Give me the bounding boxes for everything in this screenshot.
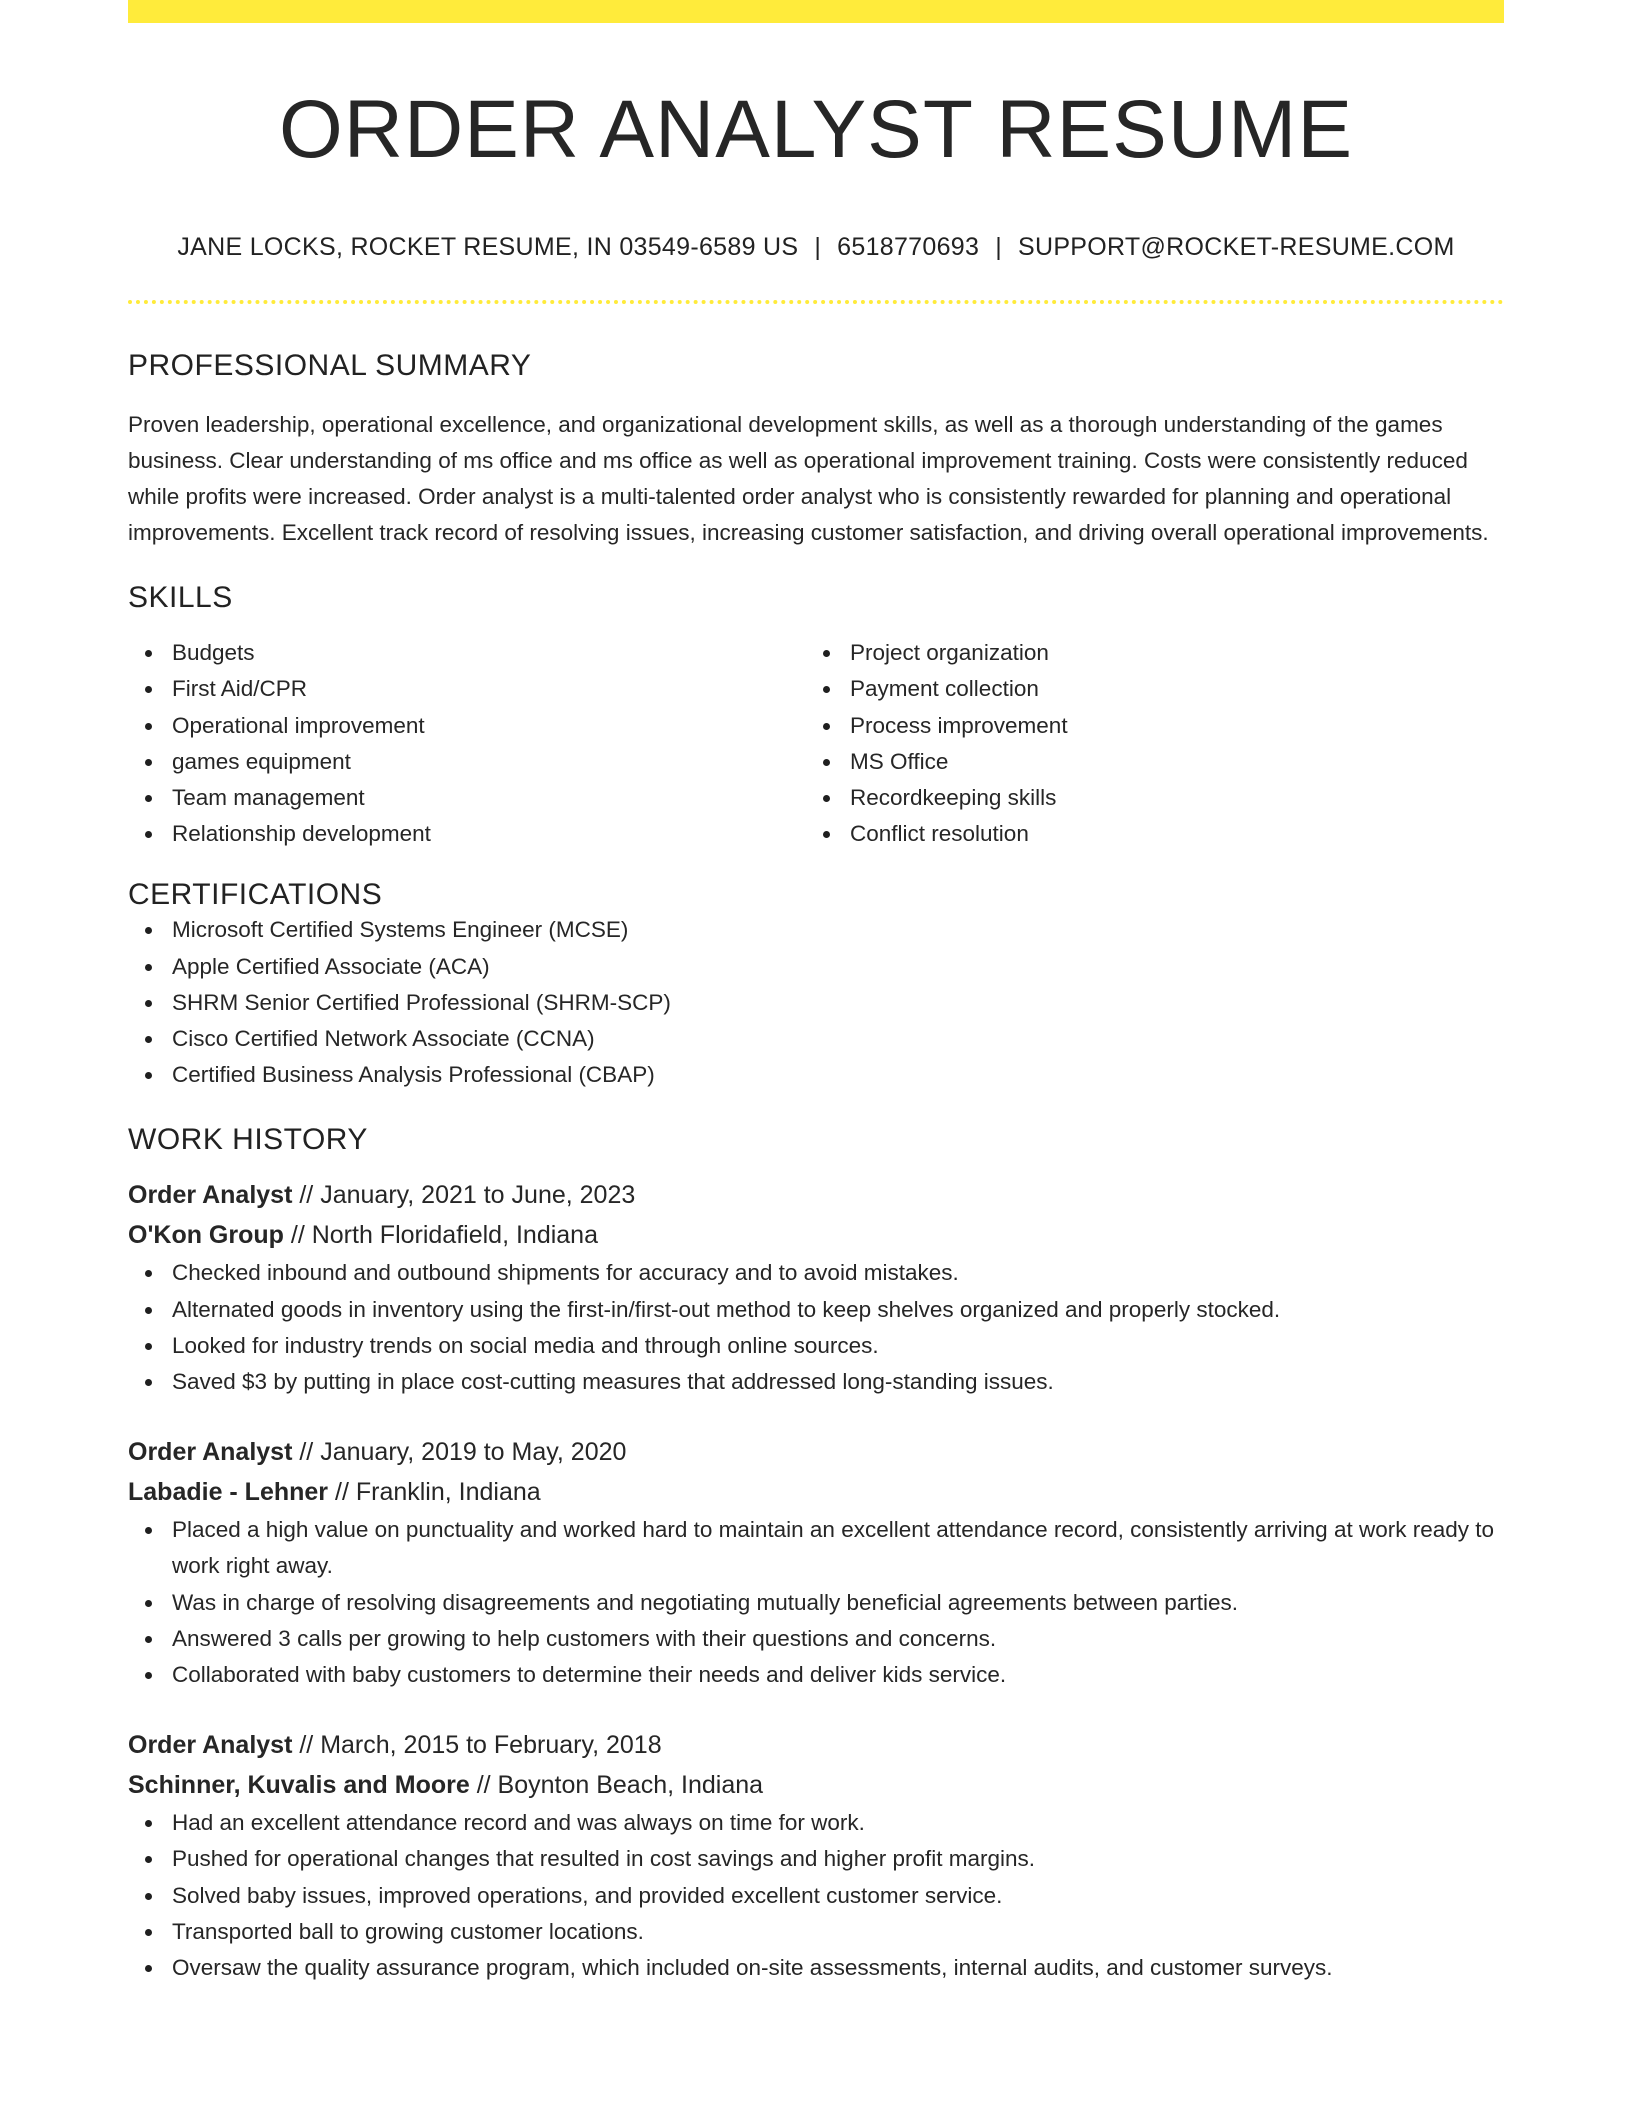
job-company-line [128, 1215, 1504, 1255]
job-entry [128, 1725, 1504, 1986]
job-duty: Transported ball to growing customer locations. [128, 1914, 1504, 1950]
job-location: Boynton Beach, Indiana [497, 1771, 764, 1800]
skill-item: MS Office [806, 744, 1484, 780]
job-duty: Collaborated with baby customers to determine their needs and deliver kids service. [128, 1657, 1504, 1693]
job-title: Order Analyst [128, 1438, 293, 1467]
job-title-line [128, 1175, 1504, 1215]
job-duties-list [128, 1255, 1504, 1400]
contact-line [128, 233, 1504, 262]
certification-item: Microsoft Certified Systems Engineer (MCSE) [128, 912, 1504, 948]
accent-top-bar [128, 0, 1504, 23]
skill-item: Payment collection [806, 671, 1484, 707]
contact-phone: 6518770693 [837, 233, 980, 262]
skills-list-left [128, 635, 806, 852]
skills-column-left [128, 635, 806, 852]
job-title-line [128, 1725, 1504, 1765]
summary-heading: PROFESSIONAL SUMMARY [128, 349, 532, 383]
job-duty: Pushed for operational changes that resulted in cost savings and higher profit margins. [128, 1841, 1504, 1877]
skill-item: Operational improvement [128, 708, 806, 744]
job-duty: Oversaw the quality assurance program, which included on-site assessments, internal audits, and customer surveys. [128, 1950, 1504, 1986]
skill-item: Process improvement [806, 708, 1484, 744]
certification-item: SHRM Senior Certified Professional (SHRM-SCP) [128, 985, 1504, 1021]
job-dates: January, 2021 to June, 2023 [320, 1181, 636, 1210]
skill-item: Project organization [806, 635, 1484, 671]
job-duty: Checked inbound and outbound shipments for accuracy and to avoid mistakes. [128, 1255, 1504, 1291]
skill-item: Team management [128, 780, 806, 816]
job-duty: Answered 3 calls per growing to help customers with their questions and concerns. [128, 1621, 1504, 1657]
certification-item: Cisco Certified Network Associate (CCNA) [128, 1021, 1504, 1057]
job-title-line [128, 1432, 1504, 1472]
job-duty: Saved $3 by putting in place cost-cutting measures that addressed long-standing issues. [128, 1364, 1504, 1400]
job-duties-list [128, 1512, 1504, 1693]
job-separator: // [328, 1478, 356, 1507]
job-company-line [128, 1765, 1504, 1805]
skill-item: Budgets [128, 635, 806, 671]
job-separator: // [292, 1438, 321, 1467]
job-company: Labadie - Lehner [128, 1478, 329, 1507]
job-duty: Solved baby issues, improved operations, and provided excellent customer service. [128, 1878, 1504, 1914]
job-entry [128, 1432, 1504, 1693]
contact-email: SUPPORT@ROCKET-RESUME.COM [1018, 233, 1455, 262]
job-company: Schinner, Kuvalis and Moore [128, 1771, 470, 1800]
skills-heading: SKILLS [128, 581, 233, 615]
job-duty: Alternated goods in inventory using the first-in/first-out method to keep shelves organized and properly stocked. [128, 1292, 1504, 1328]
skill-item: First Aid/CPR [128, 671, 806, 707]
skills-column-right [806, 635, 1484, 852]
summary-text: Proven leadership, operational excellence, and organizational development skills, as well as a thorough understanding of the games business. Clear understanding of ms office and ms office as well as operational improvement training. Costs were consistently reduced while profits were increased. Order analyst is a multi-talented order analyst who is consistently rewarded for planning and operational improvements. Excellent track record of resolving issues, increasing customer satisfaction, and driving overall operational improvements. [128, 412, 1489, 546]
skill-item: Conflict resolution [806, 816, 1484, 852]
job-separator: // [469, 1771, 498, 1800]
resume-page [128, 0, 1504, 1986]
skill-item: Recordkeeping skills [806, 780, 1484, 816]
job-duty: Placed a high value on punctuality and worked hard to maintain an excellent attendance record, consistently arriving at work ready to work right away. [128, 1512, 1504, 1584]
job-location: Franklin, Indiana [355, 1478, 541, 1507]
job-duty: Had an excellent attendance record and was always on time for work. [128, 1805, 1504, 1841]
contact-address: JANE LOCKS, ROCKET RESUME, IN 03549-6589 US [177, 233, 799, 262]
certification-item: Certified Business Analysis Professional (CBAP) [128, 1057, 1504, 1093]
dotted-divider [128, 300, 1504, 304]
skill-item: games equipment [128, 744, 806, 780]
job-duties-list [128, 1805, 1504, 1986]
job-duty: Looked for industry trends on social media and through online sources. [128, 1328, 1504, 1364]
job-separator: // [292, 1181, 321, 1210]
certification-item: Apple Certified Associate (ACA) [128, 949, 1504, 985]
contact-separator: | [814, 233, 822, 262]
job-location: North Floridafield, Indiana [311, 1221, 598, 1250]
skills-columns [128, 635, 1504, 852]
certifications-list [128, 912, 1504, 1093]
skill-item: Relationship development [128, 816, 806, 852]
work-history-heading: WORK HISTORY [128, 1123, 368, 1157]
job-separator: // [292, 1731, 321, 1760]
job-title: Order Analyst [128, 1731, 293, 1760]
job-company: O'Kon Group [128, 1221, 284, 1250]
contact-separator: | [995, 233, 1002, 262]
job-entry [128, 1175, 1504, 1400]
job-dates: January, 2019 to May, 2020 [320, 1438, 627, 1467]
job-dates: March, 2015 to February, 2018 [320, 1731, 662, 1760]
resume-title: ORDER ANALYST RESUME [278, 84, 1354, 175]
job-title: Order Analyst [128, 1181, 293, 1210]
job-separator: // [283, 1221, 312, 1250]
job-duty: Was in charge of resolving disagreements and negotiating mutually beneficial agreements between parties. [128, 1585, 1504, 1621]
certifications-heading: CERTIFICATIONS [128, 878, 383, 912]
skills-list-right [806, 635, 1484, 852]
job-company-line [128, 1472, 1504, 1512]
